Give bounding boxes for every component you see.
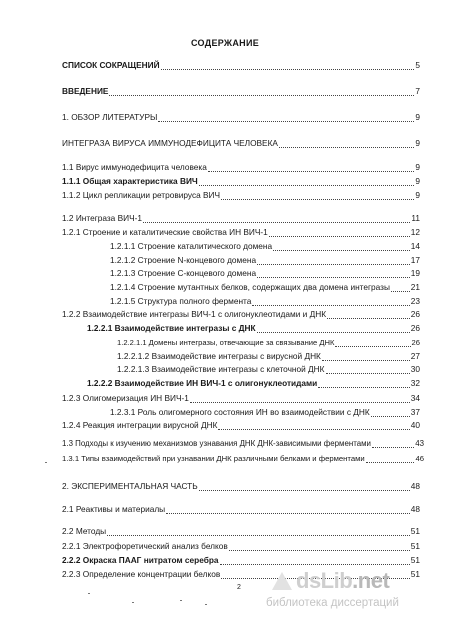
toc-entry-text: 1.3.1 Типы взаимодействий при узнавании ДНК различными белками и ферментами [62,454,365,463]
toc-entry [62,190,420,201]
toc-entry-page: 9 [415,162,420,172]
toc-entry-text: 1.2.2 Взаимодействие интегразы ВИЧ-1 с олигонуклеотидами и ДНК [62,309,327,319]
toc-entry-text: 1.2.1 Строение и каталитические свойства ИН ВИЧ-1 [62,227,268,237]
toc-entry [62,227,420,238]
toc-entry-text: 1.2.1.5 Структура полного фермента [110,296,252,306]
scan-speck [88,593,90,594]
toc-entry-text: 2.2.3 Определение концентрации белков [62,569,221,579]
toc-entry-text: 2.2.2 Окраска ПААГ нитратом серебра [62,555,219,565]
toc-entry-page: 7 [415,86,420,96]
toc-entry [62,481,420,492]
toc-entry-page: 37 [410,407,420,417]
toc-entry-text: 1.1 Вирус иммунодефицита человека [62,162,207,172]
toc-entry [62,526,420,537]
scan-speck [180,600,182,601]
toc-entry [117,351,420,362]
toc-entry-text: 1.2.1.4 Строение мутантных белков, содержащих два домена интегразы [110,282,390,292]
toc-entry-text: 1.1.1 Общая характеристика ВИЧ [62,176,198,186]
toc-entry-text: СПИСОК СОКРАЩЕНИЙ [62,60,160,70]
toc-entry-page: 32 [410,378,420,388]
toc-entry-page: 48 [410,481,420,491]
toc-entry-page: 21 [410,282,420,292]
toc-entry [62,453,424,464]
toc-entry-page: 14 [410,241,420,251]
toc-entry-text: 2.2.1 Электрофоретический анализ белков [62,541,228,551]
toc-entry [110,407,420,418]
toc-entry [117,337,420,348]
toc-entry-page: 23 [410,296,420,306]
toc-entry-page: 51 [410,569,420,579]
watermark-logo: dsLib.net [296,568,390,593]
toc-entry-text: 1.2.4 Реакция интеграции вирусной ДНК [62,420,218,430]
toc-entry [62,176,420,187]
toc-entry-page: 5 [415,60,420,70]
toc-entry-text: 1.1.2 Цикл репликации ретровируса ВИЧ [62,190,221,200]
toc-entry-page: 48 [410,504,420,514]
toc-entry-text: 1.2.3.1 Роль олигомерного состояния ИН во взаимодействии с ДНК [110,407,370,417]
scan-speck [45,462,47,463]
toc-entry [62,393,420,404]
scan-speck [205,604,207,605]
toc-entry-text: 1.2.3 Олигомеризация ИН ВИЧ-1 [62,393,189,403]
page-number: 2 [237,584,241,591]
toc-entry-page: 26 [410,323,420,333]
toc-entry-page: 43 [415,439,424,448]
toc-entry-text: 1.2.2.1.2 Взаимодействие интегразы с вирусной ДНК [117,351,321,361]
toc-entry-text: 1.2.2.2 Взаимодействие ИН ВИЧ-1 с олигонуклеотидами [87,378,318,388]
toc-entry-page: 9 [415,138,420,148]
watermark-logo-icon [272,572,292,590]
watermark-subtitle: библиотека диссертаций [266,597,399,609]
toc-entry-text: 2.1 Реактивы и материалы [62,504,166,514]
toc-entry-text: 1.2 Интеграза ВИЧ-1 [62,213,142,223]
toc-entry-text: 1.2.1.3 Строение С-концевого домена [110,268,257,278]
toc-entry-text: 1.2.1.1 Строение каталитического домена [110,241,273,251]
toc-entry-text: 2.2 Методы [62,526,107,536]
toc-entry [117,364,420,375]
toc-entry-text: 1.2.2.1.3 Взаимодействие интегразы с клеточной ДНК [117,364,325,374]
toc-entry [110,255,420,266]
toc-entry-text: ВВЕДЕНИЕ [62,86,109,96]
toc-entry [62,112,420,123]
toc-entry-text: 1.2.1.2 Строение N-концевого домена [110,255,257,265]
watermark [266,568,446,614]
toc-entry [62,138,420,149]
toc-entry-text: 2. ЭКСПЕРИМЕНТАЛЬНАЯ ЧАСТЬ [62,481,198,491]
toc-entry [110,268,420,279]
toc-entry-text: 1. ОБЗОР ЛИТЕРАТУРЫ [62,112,158,122]
toc-entry [62,504,420,515]
toc-entry-page: 12 [410,227,420,237]
toc-entry-page: 9 [415,190,420,200]
toc-entry [62,162,420,173]
toc-entry-page: 51 [410,541,420,551]
toc-entry [62,438,424,449]
toc-entry-page: 27 [410,351,420,361]
toc-entry [62,60,420,71]
toc-entry [110,282,420,293]
toc-entry-page: 26 [411,338,420,347]
toc-entry-text: 1.3 Подходы к изучению механизмов узнавания ДНК ДНК-зависимыми ферментами [62,439,371,448]
toc-entry-text: 1.2.2.1.1 Домены интегразы, отвечающие за связывание ДНК [117,338,335,347]
toc-entry-text: ИНТЕГРАЗА ВИРУСА ИММУНОДЕФИЦИТА ЧЕЛОВЕКА [62,138,278,148]
toc-entry [62,213,420,224]
toc-entry-page: 11 [411,213,420,223]
toc-entry-page: 19 [410,268,420,278]
toc-entry-page: 51 [410,555,420,565]
toc-entry-page: 34 [410,393,420,403]
toc-entry [62,555,420,566]
toc-entry-page: 46 [415,454,424,463]
toc-entry [62,541,420,552]
toc-entry [62,86,420,97]
toc-entry-page: 40 [410,420,420,430]
toc-entry [87,323,420,334]
toc-entry [110,296,420,307]
toc-entry-page: 30 [410,364,420,374]
toc-entry [87,378,420,389]
toc-entry [62,420,420,431]
toc-entry-page: 9 [415,176,420,186]
toc-entry-page: 17 [410,255,420,265]
toc-entry [110,241,420,252]
toc-entry-text: 1.2.2.1 Взаимодействие интегразы с ДНК [87,323,256,333]
toc-entry-page: 9 [415,112,420,122]
toc-entry-page: 26 [410,309,420,319]
toc-entry [62,309,420,320]
page-title: СОДЕРЖАНИЕ [190,38,260,48]
scan-speck [132,602,134,603]
toc-entry-page: 51 [410,526,420,536]
